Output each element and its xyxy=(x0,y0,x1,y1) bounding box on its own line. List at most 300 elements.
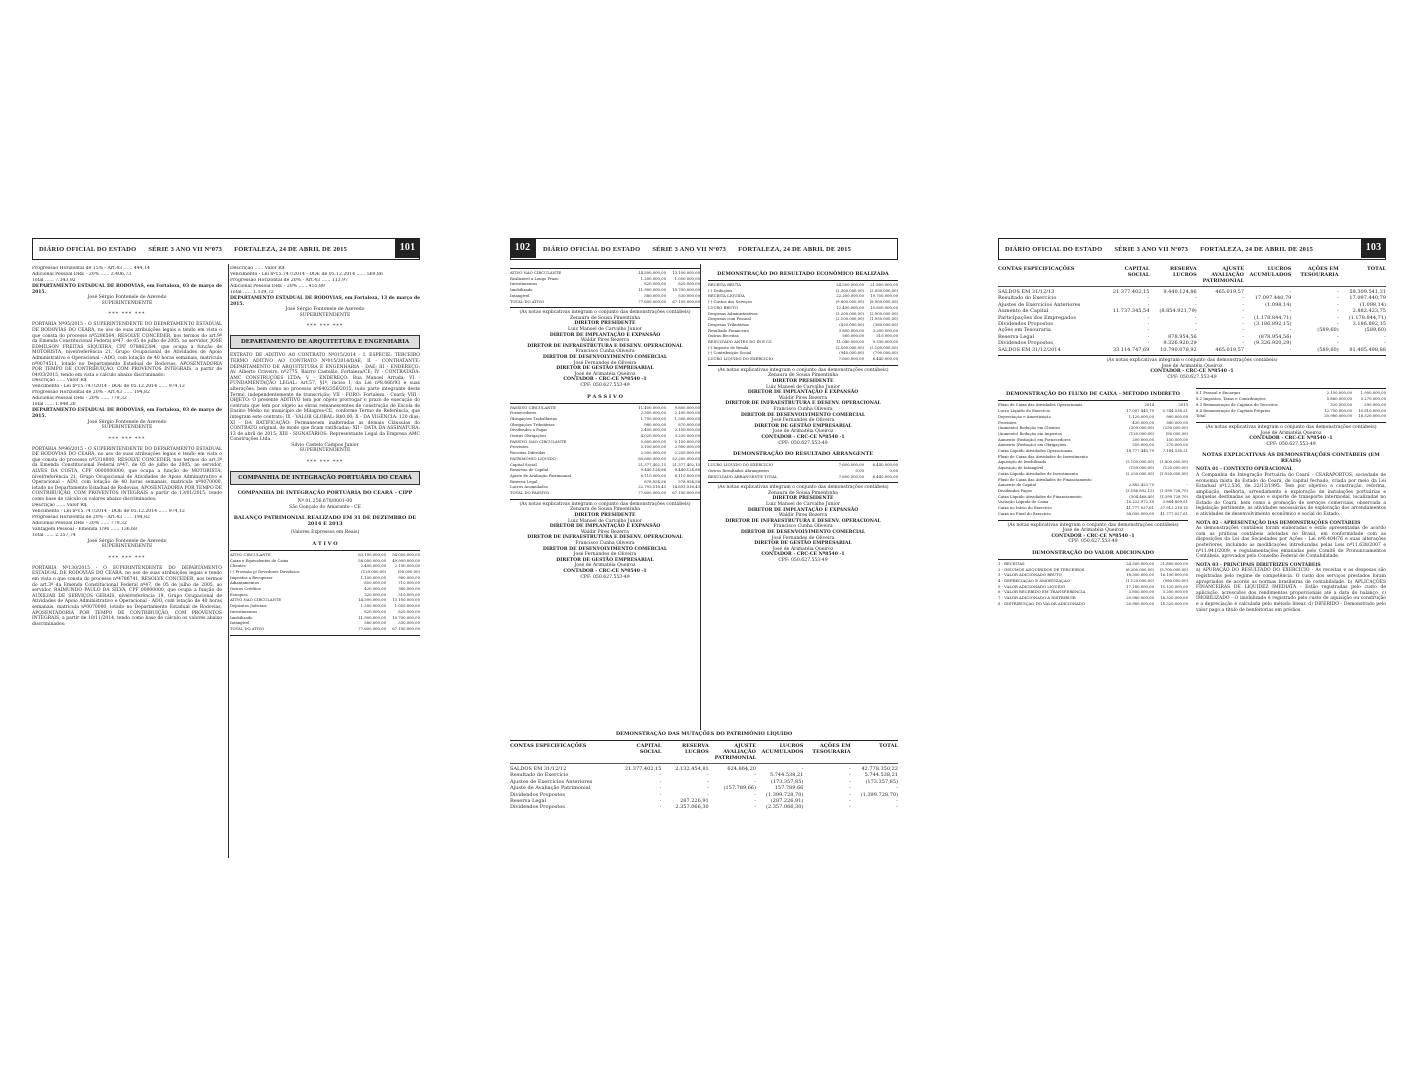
signature-line: José Fernandes de Oliveira xyxy=(573,552,637,558)
row-value: 13.100.000,00 xyxy=(392,598,420,603)
row-value: 530.000,00 xyxy=(398,621,420,626)
row-label: SALDOS EM 31/12/12 xyxy=(510,766,567,772)
row-value: 2.132.454,81 xyxy=(675,766,709,772)
text-line: Descrição ...... Valor R$ xyxy=(230,266,285,271)
row-value: (3.186.892,15) xyxy=(1254,321,1292,328)
row-value: 5.744.538,21 xyxy=(864,772,898,779)
journal-title: DIÁRIO OFICIAL DO ESTADO xyxy=(543,245,641,253)
notes-line: (As notas explicativas integram o conjunto das demonstrações contábeis) xyxy=(519,310,691,316)
signature-line: Francisco Cunha Oliveira xyxy=(773,407,833,412)
row-value: 380.000,00 xyxy=(1166,420,1188,425)
row-value: 49.900.000,00 xyxy=(392,558,420,563)
row-value: 580.000,00 xyxy=(644,293,666,298)
signature-line: DIRETOR DE GESTÃO EMPRESARIAL xyxy=(754,541,852,547)
row-label: 8.2 Impostos, Taxas e Contribuições xyxy=(1196,397,1266,402)
signer-name: Silvio Castelo Campos Junior xyxy=(291,442,359,448)
row-value: 17.180.000,00 xyxy=(1126,584,1154,589)
row-label: ATIVO CIRCULANTE xyxy=(230,552,271,557)
row-label: Clientes xyxy=(230,564,246,569)
row-value: 6.440.000,00 xyxy=(872,357,898,362)
row-value: - xyxy=(1147,340,1150,347)
extrato-text: EXTRATO DE ADITIVO AO CONTRATO Nº015/2014 - I. ESPÉCIE: TERCEIRO TERMO ADITIVO AO CONTRATO Nº015/2014/DAE; II - CONTRATANTE: DEPARTAMENTO DE ARQUITETURA E ENGENHARIA - DAE; III - ENDEREÇO: Av. Alberto Craveiro, nº2775, Bairro Castelão, Fortaleza/CE; IV - CONTRATADA: AMC CONSTRUÇÕES LTDA; V - ENDEREÇO: Rua Manoel Arruda; VI - FUNDAMENTAÇÃO LEGAL: Art.57, §1º, inciso I, da Lei nº8.666/93 e suas alterações, bem como no processo nº6402356/2015, tudo parte integrante deste Termo, independentemente de transcrição; VII - FORO: Fortaleza - Ceará; VIII - OBJETO: O presente ADITIVO tem por objeto prorrogar o prazo de execução do contrato que tem por objeto as obras remanescentes de construção de Escola de Ensino Médio no município de Milagres-CE, conforme Termo de Referência, que integram este contrato; IX - VALOR GLOBAL: R$0,00; X - DA VIGÊNCIA: 120 dias; XI - DA RATIFICAÇÃO: Permanecem inalteradas as demais Cláusulas do CONTRATO original, de modo que ficam ratificadas; XII - DATA DA ASSINATURA: 13 de abril de 2015; XIII - SIGNATÁRIOS: Representante Legal da Empresa AMC Construções Ltda. xyxy=(230,353,420,443)
row-value: 465.019,57 xyxy=(1215,289,1245,295)
row-value: 2.882.423,75 xyxy=(1128,483,1154,488)
row-value: - xyxy=(659,785,662,792)
row-value: - xyxy=(707,785,709,792)
signature-line: CONTADOR - CRC-CE Nº8540 -1 xyxy=(761,552,845,558)
row-value: 157.789,66 xyxy=(774,785,804,792)
signer-name: José Sérgio Fontenele de Azevedo xyxy=(285,307,365,313)
text-line: Total ...... 1.948,26 xyxy=(32,402,76,408)
row-value: 7.184.538,21 xyxy=(1162,449,1188,454)
row-value: 20.980.000,00 xyxy=(1126,596,1154,601)
row-value: - xyxy=(1147,301,1150,308)
table-rule xyxy=(998,355,1386,356)
left-column xyxy=(510,266,700,726)
row-value: 2.200.000,00 xyxy=(674,451,700,456)
row-value: 5.744.538,21 xyxy=(769,772,804,779)
notes-title: NOTAS EXPLICATIVAS ÀS DEMONSTRAÇÕES CONTÁBEIS (EM REAIS) xyxy=(1202,452,1380,465)
text-line: Progressão Horizontal de 20% - Art.43 ...... 194,82 xyxy=(32,514,150,520)
row-label: LUCRO LÍQUIDO DO EXERCÍCIO xyxy=(708,463,774,468)
row-value: 878.954,56 xyxy=(644,479,666,484)
row-value: 5.270.000,00 xyxy=(1360,397,1386,402)
row-value: 320.000,00 xyxy=(364,592,386,597)
row-value: (90.000,00) xyxy=(1165,431,1188,436)
signature-line: Francisco Cunha Oliveira xyxy=(773,524,833,530)
signature-line: José Fernandes de Oliveira xyxy=(573,360,637,366)
right-column xyxy=(230,266,420,638)
notes-line: (As notas explicativas integram o conjunto das demonstrações contábeis) xyxy=(717,367,889,373)
row-label: 8 - DISTRIBUIÇÃO DO VALOR ADICIONADO xyxy=(998,601,1085,606)
row-value: 6.110.000,00 xyxy=(640,473,666,478)
row-value: - xyxy=(754,791,757,798)
dmpl-table xyxy=(510,766,898,811)
row-value: 1.050.000,00 xyxy=(394,604,420,609)
row-label: PASSIVO CIRCULANTE xyxy=(510,405,556,410)
signer-role: SUPERINTENDENTE xyxy=(299,448,351,454)
signatures xyxy=(708,491,898,564)
signature-line: Waldir Pires Bezerra xyxy=(580,338,630,344)
row-value: 11.900.000,00 xyxy=(638,288,666,293)
row-value: 14.500.000,00 xyxy=(638,271,666,275)
row-value: 2.882.423,75 xyxy=(1352,308,1386,315)
row-value: 58.000.000,00 xyxy=(358,558,386,563)
signer-name: José Sérgio Fontenele de Azevedo xyxy=(87,538,167,544)
row-value: (1.399.728,70) xyxy=(766,791,804,798)
row-value xyxy=(1154,478,1188,483)
table-rule xyxy=(510,499,700,500)
date: FORTALEZA, 24 DE ABRIL DE 2015 xyxy=(1200,245,1314,253)
row-value: 18.320.000,00 xyxy=(1358,414,1386,419)
row-value: 63.100.000,00 xyxy=(358,552,386,557)
row-value: - xyxy=(1242,295,1245,302)
row-label: TOTAL DO ATIVO xyxy=(510,299,545,304)
signature-line: Zenaura de Sousa Pimentinha xyxy=(569,315,641,321)
dmpl-table xyxy=(998,289,1386,353)
row-value: 430.000,00 xyxy=(1132,420,1154,425)
table-rule xyxy=(1196,388,1386,389)
left-column xyxy=(32,266,222,638)
signatures xyxy=(1196,431,1386,448)
text-line: Progressão Horizontal de 20% - Art.43 ...... 113,97 xyxy=(230,278,348,283)
row-value: 420.000,00 xyxy=(364,587,386,592)
row-value: (589,60) xyxy=(1317,327,1339,334)
serie: SÉRIE 3 ANO VII Nº073 xyxy=(1114,245,1189,253)
row-value: 17.097.440,79 xyxy=(1126,409,1154,414)
signature-line: DIRETOR DE GESTÃO EMPRESARIAL xyxy=(556,366,654,372)
row-value: 9.440.124,86 xyxy=(1163,289,1197,295)
row-label: Resultado Financeiro xyxy=(708,328,750,333)
row-value: - xyxy=(1147,327,1150,334)
table-rule xyxy=(510,763,898,764)
row-value: 21.377.402,15 xyxy=(624,766,662,772)
dmpl-header xyxy=(510,743,898,761)
row-value: - xyxy=(1336,333,1339,340)
row-label: Impostos a Recuperar xyxy=(230,575,273,580)
row-value: 3.230.000,00 xyxy=(674,434,700,439)
row-value: - xyxy=(1195,314,1197,321)
row-value: 580.000,00 xyxy=(364,621,386,626)
signature-line: Luiz Manoel de Carvalho Junior xyxy=(766,384,840,390)
row-value: 560.000,00 xyxy=(842,334,864,339)
signature-line: José Fernandes de Oliveira xyxy=(771,535,835,541)
row-value: 5.744.538,21 xyxy=(1162,409,1188,414)
table-rule xyxy=(510,307,700,308)
row-value: 2.500.000,00 xyxy=(640,451,666,456)
signatures xyxy=(998,528,1188,545)
row-label: Total xyxy=(1196,414,1206,419)
signature-line: CPF: 050.627.553-49 xyxy=(778,557,828,563)
row-value: - xyxy=(1195,295,1197,302)
row-value: - xyxy=(896,804,898,811)
row-value: - xyxy=(1336,301,1339,308)
row-value: 59.309.541,31 xyxy=(1349,289,1386,295)
row-value: - xyxy=(1242,301,1245,308)
row-value: 21.800.000,00 xyxy=(870,283,898,287)
row-value: (380.000,00) xyxy=(873,322,898,327)
row-value: 9.800.000,00 xyxy=(674,405,700,410)
signature-line: CPF: 050.627.553-49 xyxy=(1266,441,1316,447)
row-label: Dividendos Pagos xyxy=(998,488,1032,493)
row-value: (287.226,91) xyxy=(770,798,804,805)
row-value: - xyxy=(1336,340,1339,347)
signature-line: DIRETOR DE DESENVOLVIMENTO COMERCIAL xyxy=(542,546,668,552)
signature xyxy=(230,443,420,454)
row-value: - xyxy=(1147,321,1150,328)
row-value: 980.000,00 xyxy=(398,575,420,580)
signature-line: DIRETOR DE DESENVOLVIMENTO COMERCIAL xyxy=(542,354,668,360)
row-value: 14.693.518,43 xyxy=(672,485,700,490)
row-value: 9.330.000,00 xyxy=(872,340,898,345)
row-value: 67.100.000,00 xyxy=(672,299,700,304)
signature-line: José de Arimatéia Queiroz xyxy=(772,429,834,435)
separator: *** *** *** xyxy=(306,323,344,330)
row-value: (1.098,14) xyxy=(1359,301,1386,308)
row-value: 980.000,00 xyxy=(644,422,666,427)
row-value: 2.300.000,00 xyxy=(640,411,666,416)
row-value: - xyxy=(848,772,851,779)
signature-line: Luiz Manoel de Carvalho Junior xyxy=(568,327,642,332)
row-label: Despesas Administrativas xyxy=(708,311,758,316)
row-value: (1.178.844,71) xyxy=(1348,314,1386,321)
row-value: 1.120.000,00 xyxy=(1128,414,1154,419)
signature-line: José de Arimatéia Queiroz xyxy=(772,546,834,552)
row-value: 18.320.000,00 xyxy=(1160,596,1188,601)
row-value: 17.097.440,79 xyxy=(1349,295,1386,302)
row-value: 320.000,00 xyxy=(1330,402,1352,407)
column-header: AJUSTE AVALIAÇÃO PATRIMONIAL xyxy=(714,743,757,761)
row-value: 60.600.000,00 xyxy=(638,456,666,461)
row-label: 2 - INSUMOS ADQUIRIDOS DE TERCEIROS xyxy=(998,567,1085,572)
row-value: 5.100.000,00 xyxy=(674,439,700,444)
ativo-table xyxy=(230,553,420,633)
row-value: (2.900.000,00) xyxy=(869,311,898,316)
dra-table xyxy=(708,463,898,480)
row-value: - xyxy=(848,804,851,811)
text-line: Vencimento - Lei nº15.747/2014 - DOE de 05.12.2014 ...... 974,12 xyxy=(32,384,185,390)
row-value: - xyxy=(1195,321,1197,328)
column-header: RESERVA LUCROS xyxy=(681,743,709,755)
row-value: - xyxy=(1289,346,1292,353)
row-value: 22.793.518,43 xyxy=(638,485,666,490)
row-label: Receitas Diferidas xyxy=(510,451,546,456)
row-value: 290.000,00 xyxy=(1364,402,1386,407)
row-value: 3.100.000,00 xyxy=(640,445,666,450)
row-value: 12.400.000,00 xyxy=(836,305,864,310)
row-value: - xyxy=(1147,333,1150,340)
portaria-text: PORTARIA Nº95/2015 - O SUPERINTENDENTE DO DEPARTAMENTO ESTADUAL DE RODOVIAS DO CEARÁ, no uso de suas atribuições legais e tendo em vista o que consta do processo nº5286564, RESOLVE CONCEDER, nos termos do art.9º da Emenda Constitucional Federal nº47, de 05 de julho de 2005, ao servidor, JOSÉ EDMILSON FREITAS SIQUEIRA, CPF 078862384, que ocupa a função de MOTORISTA, nível/referência 21, Grupo Ocupacional de Atividades de Apoio Administrativo e Operacional - ADO, com lotação de 40 horas semanais, matrícula nº0074511, lotado no Departamento Estadual de Rodovias, APOSENTADORIA POR TEMPO DE CONTRIBUIÇÃO, COM PROVENTOS INTEGRAIS, a partir de 04/03/2015, tendo em vista o cálculo abaixo discriminado: xyxy=(32,322,222,378)
row-label: Investimentos xyxy=(510,282,538,287)
page-header xyxy=(510,238,898,260)
text-line: Adicional Pessoal DRE - 20% ...... 779,32 xyxy=(32,396,127,402)
row-label: Ações em Tesouraria xyxy=(998,327,1051,334)
passivo-heading: P A S S I V O xyxy=(587,393,623,400)
row-value: - xyxy=(707,791,709,798)
table-rule xyxy=(708,280,898,281)
signatures xyxy=(708,373,898,446)
signature-line: DIRETOR DE GESTÃO EMPRESARIAL xyxy=(754,423,852,429)
row-value: 1.700.000,00 xyxy=(640,416,666,421)
row-value: 3.864.809,51 xyxy=(1162,500,1188,505)
row-label: Aumento de Capital xyxy=(998,308,1049,315)
row-value: 1.950.000,00 xyxy=(1360,391,1386,396)
note-title: NOTA 02 - APRESENTAÇÃO DAS DEMONSTRAÇÕES CONTÁBEIS xyxy=(1196,520,1361,526)
row-value: (2.250.000,00) xyxy=(1125,471,1154,476)
row-label: RESULTADO ANTES DO IR E CS xyxy=(708,340,772,345)
passivo-table xyxy=(510,406,700,497)
row-value: 850.000,00 xyxy=(364,581,386,586)
row-value: 15.120.000,00 xyxy=(1160,584,1188,589)
row-value: 5.600.000,00 xyxy=(640,439,666,444)
row-value: 820.000,00 xyxy=(398,609,420,614)
row-value: - xyxy=(801,766,804,772)
row-label: Estoques xyxy=(230,592,248,597)
row-label: Depreciação e Amortização xyxy=(998,414,1051,419)
row-value: (1.120.000,00) xyxy=(1125,578,1154,583)
signer-name: José Sérgio Fontenele de Azevedo xyxy=(87,295,167,301)
row-value: - xyxy=(754,798,757,805)
row-value: 510.000,00 xyxy=(876,334,898,339)
signer-role: SUPERINTENDENTE xyxy=(101,544,153,550)
row-label: Fluxo de Caixa das Atividades Operacionais xyxy=(998,403,1083,408)
row-value: 10.850.000,00 xyxy=(870,305,898,310)
text-line: Vencimento - Lei nº15.747/2014 - DOE de 05.12.2014 ...... 974,12 xyxy=(32,508,185,514)
signature-line: Waldir Pires Bezerra xyxy=(778,513,828,519)
row-value: 67.100.000,00 xyxy=(392,626,420,631)
signature-line: CONTADOR - CRC-CE Nº8540 -1 xyxy=(1150,369,1234,375)
row-value: (120.000,00) xyxy=(361,569,386,574)
row-label: Outros Créditos xyxy=(230,587,261,592)
row-value: (3.186.892,15) xyxy=(1125,488,1154,493)
row-label: Aquisição de Intangível xyxy=(998,466,1044,471)
row-value: - xyxy=(848,785,851,792)
note-text: a) APURAÇÃO DO RESULTADO DO EXERCÍCIO - As receitas e as despesas são registradas pelo regime de competência. O custo dos serviços prestados foram apropriados de acordo as normas brasileiras de contabilidade. b) APLICAÇÕES FINANCEIRAS DE LIQUIDEZ IMEDIATA - Estão registradas pelo custo de aplicação, acrescidos dos rendimentos proporcionais até a data do balanço. c) IMOBILIZADO - O imobilizado é registrado pelo custo de aquisição ou construção e a depreciação é calculada pelo método linear. d) DIFERIDO - Demonstrado pelo valor pago a título de benfeitorias em prédios. xyxy=(1196,568,1386,613)
row-value: 287.226,91 xyxy=(680,798,709,805)
row-label: 5 - VALOR ADICIONADO LÍQUIDO xyxy=(998,584,1066,589)
page-102 xyxy=(510,238,898,858)
separator: *** *** *** xyxy=(108,554,146,561)
row-value: - xyxy=(848,798,851,805)
row-label: 7 - VALOR ADICIONADO A DISTRIBUIR xyxy=(998,596,1076,601)
row-value: - xyxy=(1186,483,1188,488)
signature-line: Zenaura de Sousa Pimentinha xyxy=(569,507,641,513)
row-value: (589,60) xyxy=(1364,327,1386,334)
row-value: 3.800.000,00 xyxy=(838,328,864,333)
row-label: Caixa Líquido Atividades de Investimento xyxy=(998,471,1079,476)
row-label: Outras Receitas xyxy=(708,334,739,339)
row-value: 2.900.000,00 xyxy=(674,445,700,450)
row-label: Caixa no Início do Exercício xyxy=(998,506,1052,511)
row-value: 2.100.000,00 xyxy=(1326,391,1352,396)
signature-line: DIRETOR DE DESENVOLVIMENTO COMERCIAL xyxy=(740,530,866,536)
note-title: NOTA 03 - PRINCIPAIS DIRETRIZES CONTÁBEIS xyxy=(1196,562,1321,568)
row-label: Fluxo de Caixa das Atividades de Investimento xyxy=(998,454,1088,459)
row-value: - xyxy=(659,804,662,811)
row-label: LUCRO BRUTO xyxy=(708,305,739,310)
row-value: 7.600.000,00 xyxy=(838,474,864,479)
signer-role: SUPERINTENDENTE xyxy=(101,425,153,431)
cnpj: Nº 01.256.678/0001-00 xyxy=(297,499,353,505)
signature-line: DIRETOR DE INFRAESTRUTURA E DESENV. OPERACIONAL xyxy=(725,401,881,407)
row-value: 7.600.000,00 xyxy=(838,463,864,468)
row-label: Adiantamentos xyxy=(230,581,259,586)
row-value: 4.020.000,00 xyxy=(640,434,666,439)
row-value: 2.357.066,30 xyxy=(675,804,709,811)
row-value: 10.700.000,00 xyxy=(392,615,420,620)
signature-line: DIRETOR DE DESENVOLVIMENTO COMERCIAL xyxy=(740,412,866,418)
row-value: - xyxy=(1289,327,1292,334)
table-rule xyxy=(1196,422,1386,423)
column-header: LUCROS ACUMULADOS xyxy=(761,743,804,755)
row-value: 11.040.000,00 xyxy=(836,340,864,345)
row-value: 41.777.027,61 xyxy=(1126,506,1154,511)
row-value: 67.100.000,00 xyxy=(672,491,700,496)
section-heading: COMPANHIA DE INTEGRAÇÃO PORTUÁRIA DO CEARÁ xyxy=(230,471,420,485)
row-label: Outros Resultados Abrangentes xyxy=(708,468,770,473)
date: FORTALEZA, 24 DE ABRIL DE 2015 xyxy=(738,245,852,253)
row-label: Lucros Acumulados xyxy=(510,485,548,490)
dre-table xyxy=(708,283,898,363)
row-value: 3.200.000,00 xyxy=(872,328,898,333)
row-label: Outras Obrigações xyxy=(510,434,547,439)
journal-title: DIÁRIO OFICIAL DO ESTADO xyxy=(39,245,137,253)
portaria-text: PORTARIA Nº130/2015 - O SUPERINTENDENTE DO DEPARTAMENTO ESTADUAL DE RODOVIAS DO CEARÁ, no uso de suas atribuições legais e tendo em vista o que consta do processo nº4786741, RESOLVE CONCEDER, nos termos do art.3º da Emenda Constitucional Federal nº47, de 05 de julho de 2005, ao servidor, RAIMUNDO PAULO DA SILVA, CPF 00000000, que ocupa a função de AUXILIAR DE SERVIÇOS GERAIS, nível/referência 19, Grupo Ocupacional de Atividades de Apoio Administrativo e Operacional - ADO, com lotação de 40 horas semanais, matrícula nº0070000, lotado no Departamento Estadual de Rodovias, APOSENTADORIA POR TEMPO DE CONTRIBUIÇÃO, COM PROVENTOS INTEGRAIS, a partir de 10/11/2014, tendo como base de cálculo os valores abaixo discriminados: xyxy=(32,565,222,627)
row-value: - xyxy=(707,778,709,785)
row-label: Dividendos Propostos xyxy=(998,321,1053,328)
row-label: SALDOS EM 31/12/2014 xyxy=(998,346,1061,353)
row-value: 18.777.440,79 xyxy=(1126,449,1154,454)
row-value: (878.954,56) xyxy=(1258,333,1292,340)
row-label: Reserva Legal xyxy=(510,479,538,484)
signatures xyxy=(998,364,1386,381)
row-value: - xyxy=(659,791,662,798)
row-value: 21.377.402,15 xyxy=(638,462,666,467)
table-rule xyxy=(708,365,898,366)
signature-line: CONTADOR - CRC-CE Nº8540 -1 xyxy=(1051,533,1135,539)
row-value: - xyxy=(1147,295,1150,302)
table-row xyxy=(1196,414,1386,420)
signature-line: DIRETOR DE INFRAESTRUTURA E DESENV. OPERACIONAL xyxy=(527,343,683,349)
row-value: (150.000,00) xyxy=(1129,466,1154,471)
row-value: (120.000,00) xyxy=(1163,466,1188,471)
row-value: (940.000,00) xyxy=(839,351,864,356)
row-label: Realizável a Longo Prazo xyxy=(510,276,559,281)
row-value: 42.778.350,22 xyxy=(861,766,898,772)
row-value: 578.954,56 xyxy=(678,479,700,484)
row-value: 41.777.027,61 xyxy=(1160,511,1188,516)
dmpl-header xyxy=(998,266,1386,284)
note-text: A Companhia de Integração Portuária do Ceará - CEARÁPORTOS, sociedade de economia mista do Estado do Ceará, de capital fechado, criada por meio da Lei Estadual nº12.536, de 22/12/1995. Tem por objetivo a construção, reforma, ampliação, melhoria, arrendamento e exploração de instalações portuárias e daquelas destinadas ao apoio e suporte de transporte intermodal, localizadas no Estado do Ceará, bem como a promoção de serviços comerciais, observada a legislação pertinente, as atividades necessárias de exploração dos arrendamentos e atividades de desenvolvimento econômico e social do Estado. xyxy=(1196,472,1386,518)
row-label: (-) Deduções xyxy=(708,288,733,293)
date: FORTALEZA, 24 DE ABRIL DE 2015 xyxy=(234,245,348,253)
notes-line: (As notas explicativas integram o conjunto das demonstrações contábeis) xyxy=(1007,522,1179,528)
row-label: RECEITA LÍQUIDA xyxy=(708,294,745,299)
row-label: Aquisição de Imobilizado xyxy=(998,460,1047,465)
row-value: 878.954,56 xyxy=(1168,333,1197,340)
row-value: 1.200.000,00 xyxy=(360,604,386,609)
page-number: 101 xyxy=(395,238,421,258)
signature-line: CPF: 050.627.553-49 xyxy=(1167,374,1217,380)
row-value: 1.050.000,00 xyxy=(674,276,700,281)
signature xyxy=(32,539,222,550)
signature-line: José de Arimatéia Queiroz xyxy=(1161,363,1223,369)
row-label: Ajuste de Avaliação Patrimonial xyxy=(510,473,571,478)
row-label: Dividendos Propostos xyxy=(510,804,565,811)
row-value xyxy=(1154,455,1188,460)
row-value: (1.098,14) xyxy=(1265,301,1292,308)
separator: *** *** *** xyxy=(306,459,344,466)
row-value: - xyxy=(1147,314,1150,321)
row-value xyxy=(1120,478,1154,483)
row-label: Intangível xyxy=(230,621,250,626)
row-value: 11.400.000,00 xyxy=(638,405,666,410)
row-label: Aumento (Redução) em Obrigações xyxy=(998,443,1067,448)
row-value: (6.200.000,00) xyxy=(1125,567,1154,572)
row-label: Imobilizado xyxy=(510,288,533,293)
table-rule xyxy=(998,400,1188,401)
row-value: - xyxy=(1242,321,1245,328)
signature-line: Zenaura de Sousa Pimentinha xyxy=(767,490,839,496)
row-label: Provisões xyxy=(998,420,1017,425)
table-rule xyxy=(510,268,700,269)
table-row xyxy=(708,475,898,481)
table-rule xyxy=(998,559,1188,560)
dfc-table xyxy=(998,403,1188,517)
row-value: - xyxy=(707,772,709,779)
signature xyxy=(230,307,420,318)
row-value: 200.000,00 xyxy=(1132,437,1154,442)
